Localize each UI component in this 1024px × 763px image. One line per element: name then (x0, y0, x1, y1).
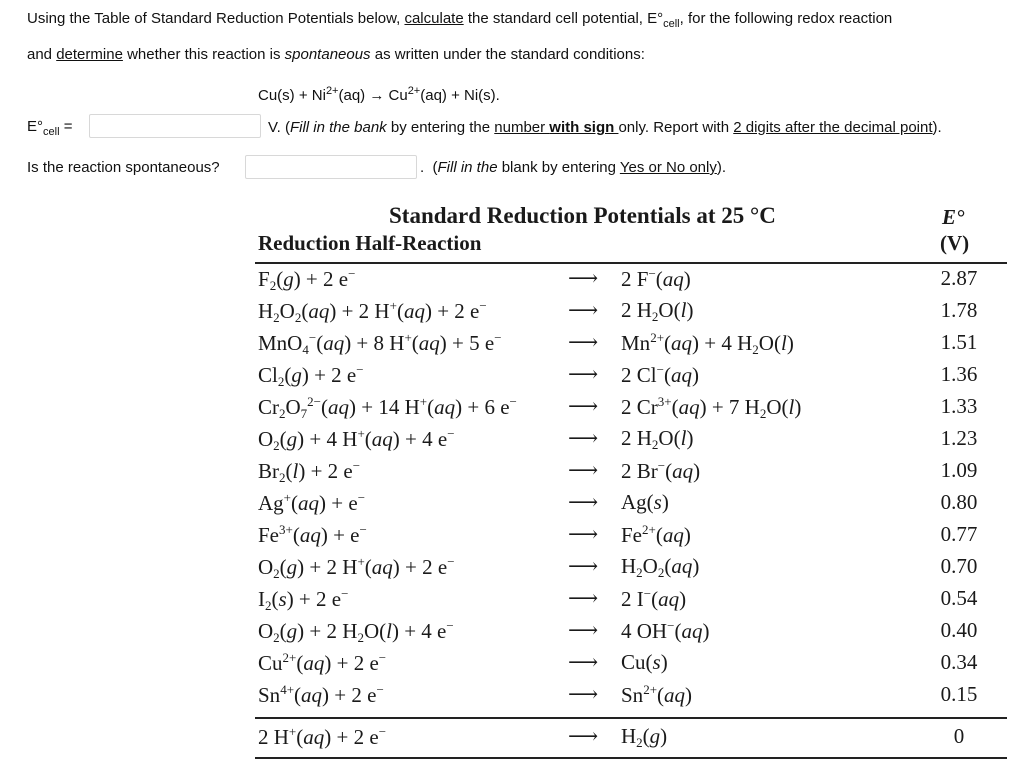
table-row (0, 490, 1024, 522)
half-reaction-products: Cu(s) (621, 650, 668, 674)
table-row (0, 458, 1024, 490)
reaction-arrow: ⟶ (568, 554, 599, 578)
reaction-arrow: ⟶ (568, 522, 599, 546)
question-line-1: Using the Table of Standard Reduction Potentials below, calculate the standard cell potential, $E^\circ_{cell}$, for the following redox reaction (27, 10, 893, 30)
reaction-arrow: ⟶ (568, 490, 599, 514)
redox-reaction: $Cu(s) + Ni^{2+}(aq) \to Cu^{2+}(aq) + Ni(s)$. (258, 85, 500, 104)
potential-value: 1.23 (940, 426, 978, 450)
potential-value: 0.77 (940, 522, 978, 546)
spontaneous-label: Is the reaction spontaneous? (27, 159, 220, 176)
potential-value: 0 (953, 724, 965, 748)
half-reaction-products: $H_2(g)$ (621, 724, 668, 750)
half-reaction-products: $Fe^{2+}(aq)$ (621, 522, 691, 547)
table-row (0, 330, 1024, 362)
reaction-arrow: ⟶ (568, 682, 599, 706)
table-row (0, 522, 1024, 554)
half-reaction-reactants: $Sn^{4+}(aq) + 2$ e− (258, 682, 384, 707)
question-line-2: and determine whether this reaction is spontaneous as written under the standard conditions: (27, 46, 645, 63)
header-e: E° (942, 205, 965, 229)
half-reaction-products: $Sn^{2+}(aq)$ (621, 682, 693, 707)
half-reaction-reactants: MnO$_4$−(aq) + 8 H+(aq) + 5 e− (258, 330, 502, 357)
potential-value: 1.51 (940, 330, 978, 354)
half-reaction-reactants: $Cu^{2+}(aq) + 2$ e− (258, 650, 387, 675)
half-reaction-reactants: $Fe^{3+}(aq) + e^-$ (258, 522, 367, 547)
half-reaction-products: Ag(s) (621, 490, 669, 514)
table-row (0, 362, 1024, 394)
half-reaction-products: 4 OH−(aq) (621, 618, 710, 643)
half-reaction-products: 2 Cl−(aq) (621, 362, 699, 387)
reaction-arrow: ⟶ (568, 394, 599, 418)
half-reaction-reactants: Ag+(aq) + e− (258, 490, 366, 515)
potential-value: 0.80 (940, 490, 978, 514)
reaction-arrow: ⟶ (568, 724, 599, 748)
bottom-rule (255, 757, 1007, 759)
separator-rule (255, 717, 1007, 719)
reaction-arrow: ⟶ (568, 458, 599, 482)
table-row (0, 426, 1024, 458)
half-reaction-products: 2 Br−(aq) (621, 458, 701, 483)
header-rule (255, 262, 1007, 264)
half-reaction-products: 2 $Cr^{3+}(aq) + 7$ $H_2O(l)$ (621, 394, 802, 421)
ecell-input[interactable] (89, 114, 261, 138)
half-reaction-reactants: $Cr_2O_7^{2-}(aq) + 14$ H+(aq) + 6 e− (258, 394, 517, 421)
table-title: Standard Reduction Potentials at 25 °C (389, 203, 776, 228)
reaction-arrow: ⟶ (568, 618, 599, 642)
table-row (0, 682, 1024, 714)
reaction-arrow: ⟶ (568, 362, 599, 386)
table-row (0, 394, 1024, 426)
reaction-arrow: ⟶ (568, 426, 599, 450)
potential-value: 0.15 (940, 682, 978, 706)
half-reaction-reactants: $Cl_2(g) + 2$ e− (258, 362, 364, 389)
half-reaction-reactants: $Br_2(l) + 2$ e− (258, 458, 361, 485)
half-reaction-reactants: $I_2(s) + 2$ e− (258, 586, 349, 613)
half-reaction-products: 2 $H_2O(l)$ (621, 298, 694, 324)
table-row (0, 298, 1024, 330)
potential-value: 1.78 (940, 298, 978, 322)
half-reaction-products: $Mn^{2+}(aq) + 4$ $H_2O(l)$ (621, 330, 794, 357)
table-row (0, 650, 1024, 682)
half-reaction-products: 2 $H_2O(l)$ (621, 426, 694, 452)
half-reaction-products: 2 F−(aq) (621, 266, 691, 291)
potential-value: 0.40 (940, 618, 978, 642)
half-reaction-reactants: 2 H+(aq) + 2 e− (258, 724, 387, 749)
potential-value: 1.36 (940, 362, 978, 386)
reaction-arrow: ⟶ (568, 266, 599, 290)
spontaneous-input[interactable] (245, 155, 417, 179)
half-reaction-reactants: $O_2(g) + 4$ H+(aq) + 4 e− (258, 426, 455, 453)
potential-value: 1.09 (940, 458, 978, 482)
reaction-arrow: ⟶ (568, 298, 599, 322)
table-row (0, 618, 1024, 650)
half-reaction-reactants: $O_2(g) + 2$ $H_2O(l) + 4$ e− (258, 618, 454, 645)
half-reaction-reactants: $O_2(g) + 2$ H+(aq) + 2 e− (258, 554, 455, 581)
half-reaction-products: $H_2O_2(aq)$ (621, 554, 700, 580)
table-row (0, 586, 1024, 618)
reaction-arrow: ⟶ (568, 650, 599, 674)
half-reaction-reactants: $F_2(g) + 2$ e− (258, 266, 356, 293)
table-row (0, 554, 1024, 586)
reaction-arrow: ⟶ (568, 586, 599, 610)
table-row (0, 266, 1024, 298)
half-reaction-reactants: $H_2O_2(aq) + 2$ H+(aq) + 2 e− (258, 298, 487, 325)
spontaneous-instructions: . (Fill in the blank by entering Yes or No only). (420, 159, 727, 176)
potential-value: 1.33 (940, 394, 978, 418)
ecell-instructions: V. (Fill in the bank by entering the number with sign only. Report with 2 digits after the decimal point). (268, 119, 942, 136)
potential-value: 0.34 (940, 650, 978, 674)
potential-value: 0.54 (940, 586, 978, 610)
header-half-reaction: Reduction Half-Reaction (258, 231, 482, 255)
ecell-label: $E^\circ_{cell}$ = (27, 118, 73, 138)
table-row-hydrogen (0, 724, 1024, 756)
header-volts: (V) (940, 231, 970, 255)
potential-value: 2.87 (940, 266, 978, 290)
reaction-arrow: ⟶ (568, 330, 599, 354)
determine-word: determine (56, 46, 123, 63)
half-reaction-products: 2 I−(aq) (621, 586, 687, 611)
potential-value: 0.70 (940, 554, 978, 578)
calculate-word: calculate (404, 10, 464, 27)
